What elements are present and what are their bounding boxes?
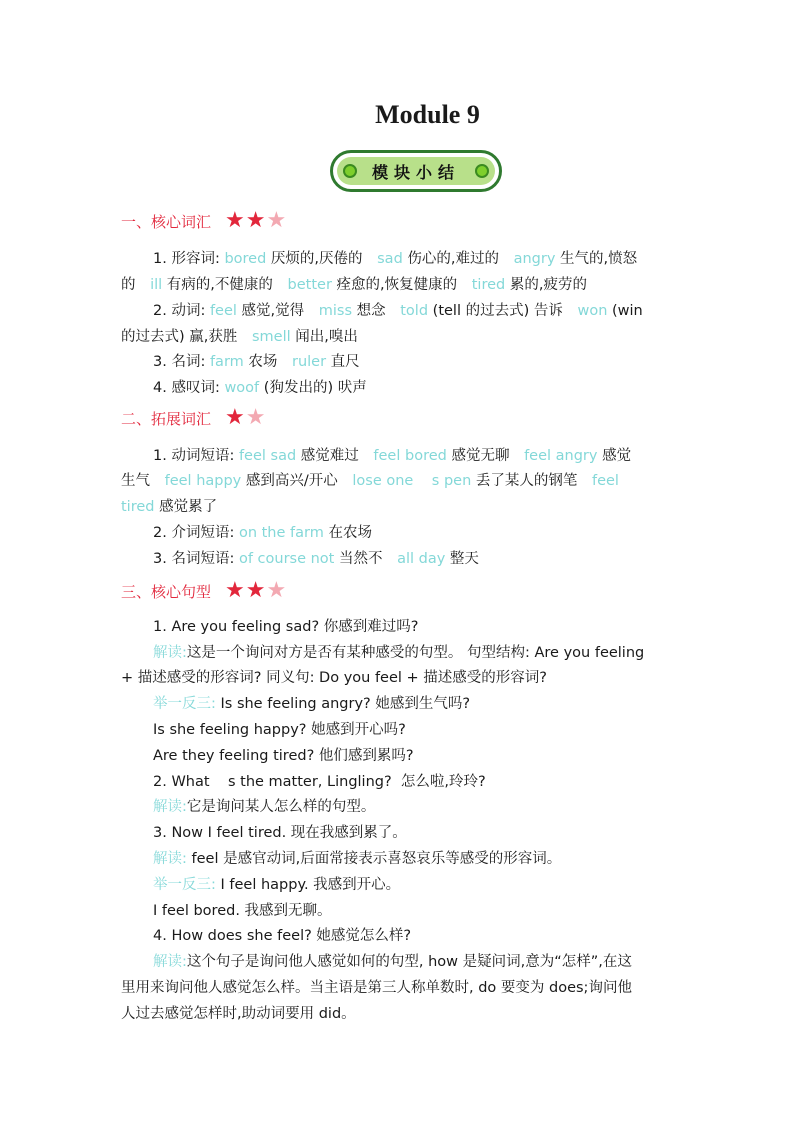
sentence-line: I feel bored. 我感到无聊。 [153,903,332,919]
ext-noun-line: 3. 名词短语: of course not 当然不 all day 整天 [153,551,479,567]
sentence-line: 1. Are you feeling sad? 你感到难过吗? [153,619,419,635]
ext-prep-line: 2. 介词短语: on the farm 在农场 [153,525,372,541]
half-star-icon: ★ [245,405,266,430]
summary-banner [330,150,502,192]
star-icon: ★ [225,578,245,603]
star-icon: ★ [225,405,245,430]
page-title: Module 9 [375,100,480,129]
banner-text: 模块小结 [371,162,460,182]
vocab-adj-line: 1. 形容词: bored 厌烦的,厌倦的 sad 伤心的,难过的 angry 生气的,愤怒 [153,251,638,267]
star-icon: ★ [245,208,266,233]
vocab-interj-line: 4. 感叹词: woof (狗发出的) 吠声 [153,380,367,396]
sentence-line: Are they feeling tired? 他们感到累吗? [153,748,414,764]
sentence-line: 3. Now I feel tired. 现在我感到累了。 [153,825,407,841]
star-icon: ★ [245,578,266,603]
vocab-noun-line: 3. 名词: farm 农场 ruler 直尺 [153,354,360,370]
vocab-verb-line: 2. 动词: feel 感觉,觉得 miss 想念 told (tell 的过去式) 告诉 won (win [153,303,643,319]
sentence-line: 解读:这是一个询问对方是否有某种感受的句型。 句型结构: Are you feeling [153,645,645,661]
sentence-line: 解读:它是询问某人怎么样的句型。 [153,799,376,815]
sentence-line: 人过去感觉怎样时,助动词要用 did。 [121,1006,356,1022]
sentence-line: Is she feeling happy? 她感到开心吗? [153,722,406,738]
half-star-icon: ★ [266,578,287,603]
vocab-adj-line-2: 的 ill 有病的,不健康的 better 痊愈的,恢复健康的 tired 累的,疲劳的 [121,277,587,293]
sentence-line: + 描述感受的形容词? 同义句: Do you feel + 描述感受的形容词? [121,670,547,686]
ext-verb-line-3: tired 感觉累了 [121,499,218,515]
sentence-line: 4. How does she feel? 她感觉怎么样? [153,928,412,944]
sentence-line: 里用来询问他人感觉怎么样。当主语是第三人称单数时, do 要变为 does;询问他 [121,980,632,996]
rating-stars [225,407,266,429]
rating-stars [225,580,287,602]
sentence-line: 举一反三: I feel happy. 我感到开心。 [153,877,401,893]
star-icon: ★ [225,208,245,233]
section-heading-core-vocab: 一、核心词汇 ★ ★ ★ [121,208,287,233]
half-star-icon: ★ [266,208,287,233]
rating-stars [225,210,287,232]
sentence-line: 2. What s the matter, Lingling? 怎么啦,玲玲? [153,774,486,790]
sentence-line: 解读: feel 是感官动词,后面常接表示喜怒哀乐等感受的形容词。 [153,851,562,867]
ext-verb-line: 1. 动词短语: feel sad 感觉难过 feel bored 感觉无聊 feel angry 感觉 [153,448,632,464]
green-dot-icon [475,164,489,178]
ext-verb-line-2: 生气 feel happy 感到高兴/开心 lose one s pen 丢了某人的钢笔 feel [121,473,619,489]
green-dot-icon [343,164,357,178]
section-heading-sentences: 三、核心句型 ★ ★ ★ [121,578,287,603]
sentence-line: 举一反三: Is she feeling angry? 她感到生气吗? [153,696,471,712]
section-heading-ext-vocab: 二、拓展词汇 ★ ★ [121,405,266,430]
sentence-line: 解读:这个句子是询问他人感觉如何的句型, how 是疑问词,意为“怎样”,在这 [153,954,632,970]
vocab-verb-line-2: 的过去式) 赢,获胜 smell 闻出,嗅出 [121,329,358,345]
